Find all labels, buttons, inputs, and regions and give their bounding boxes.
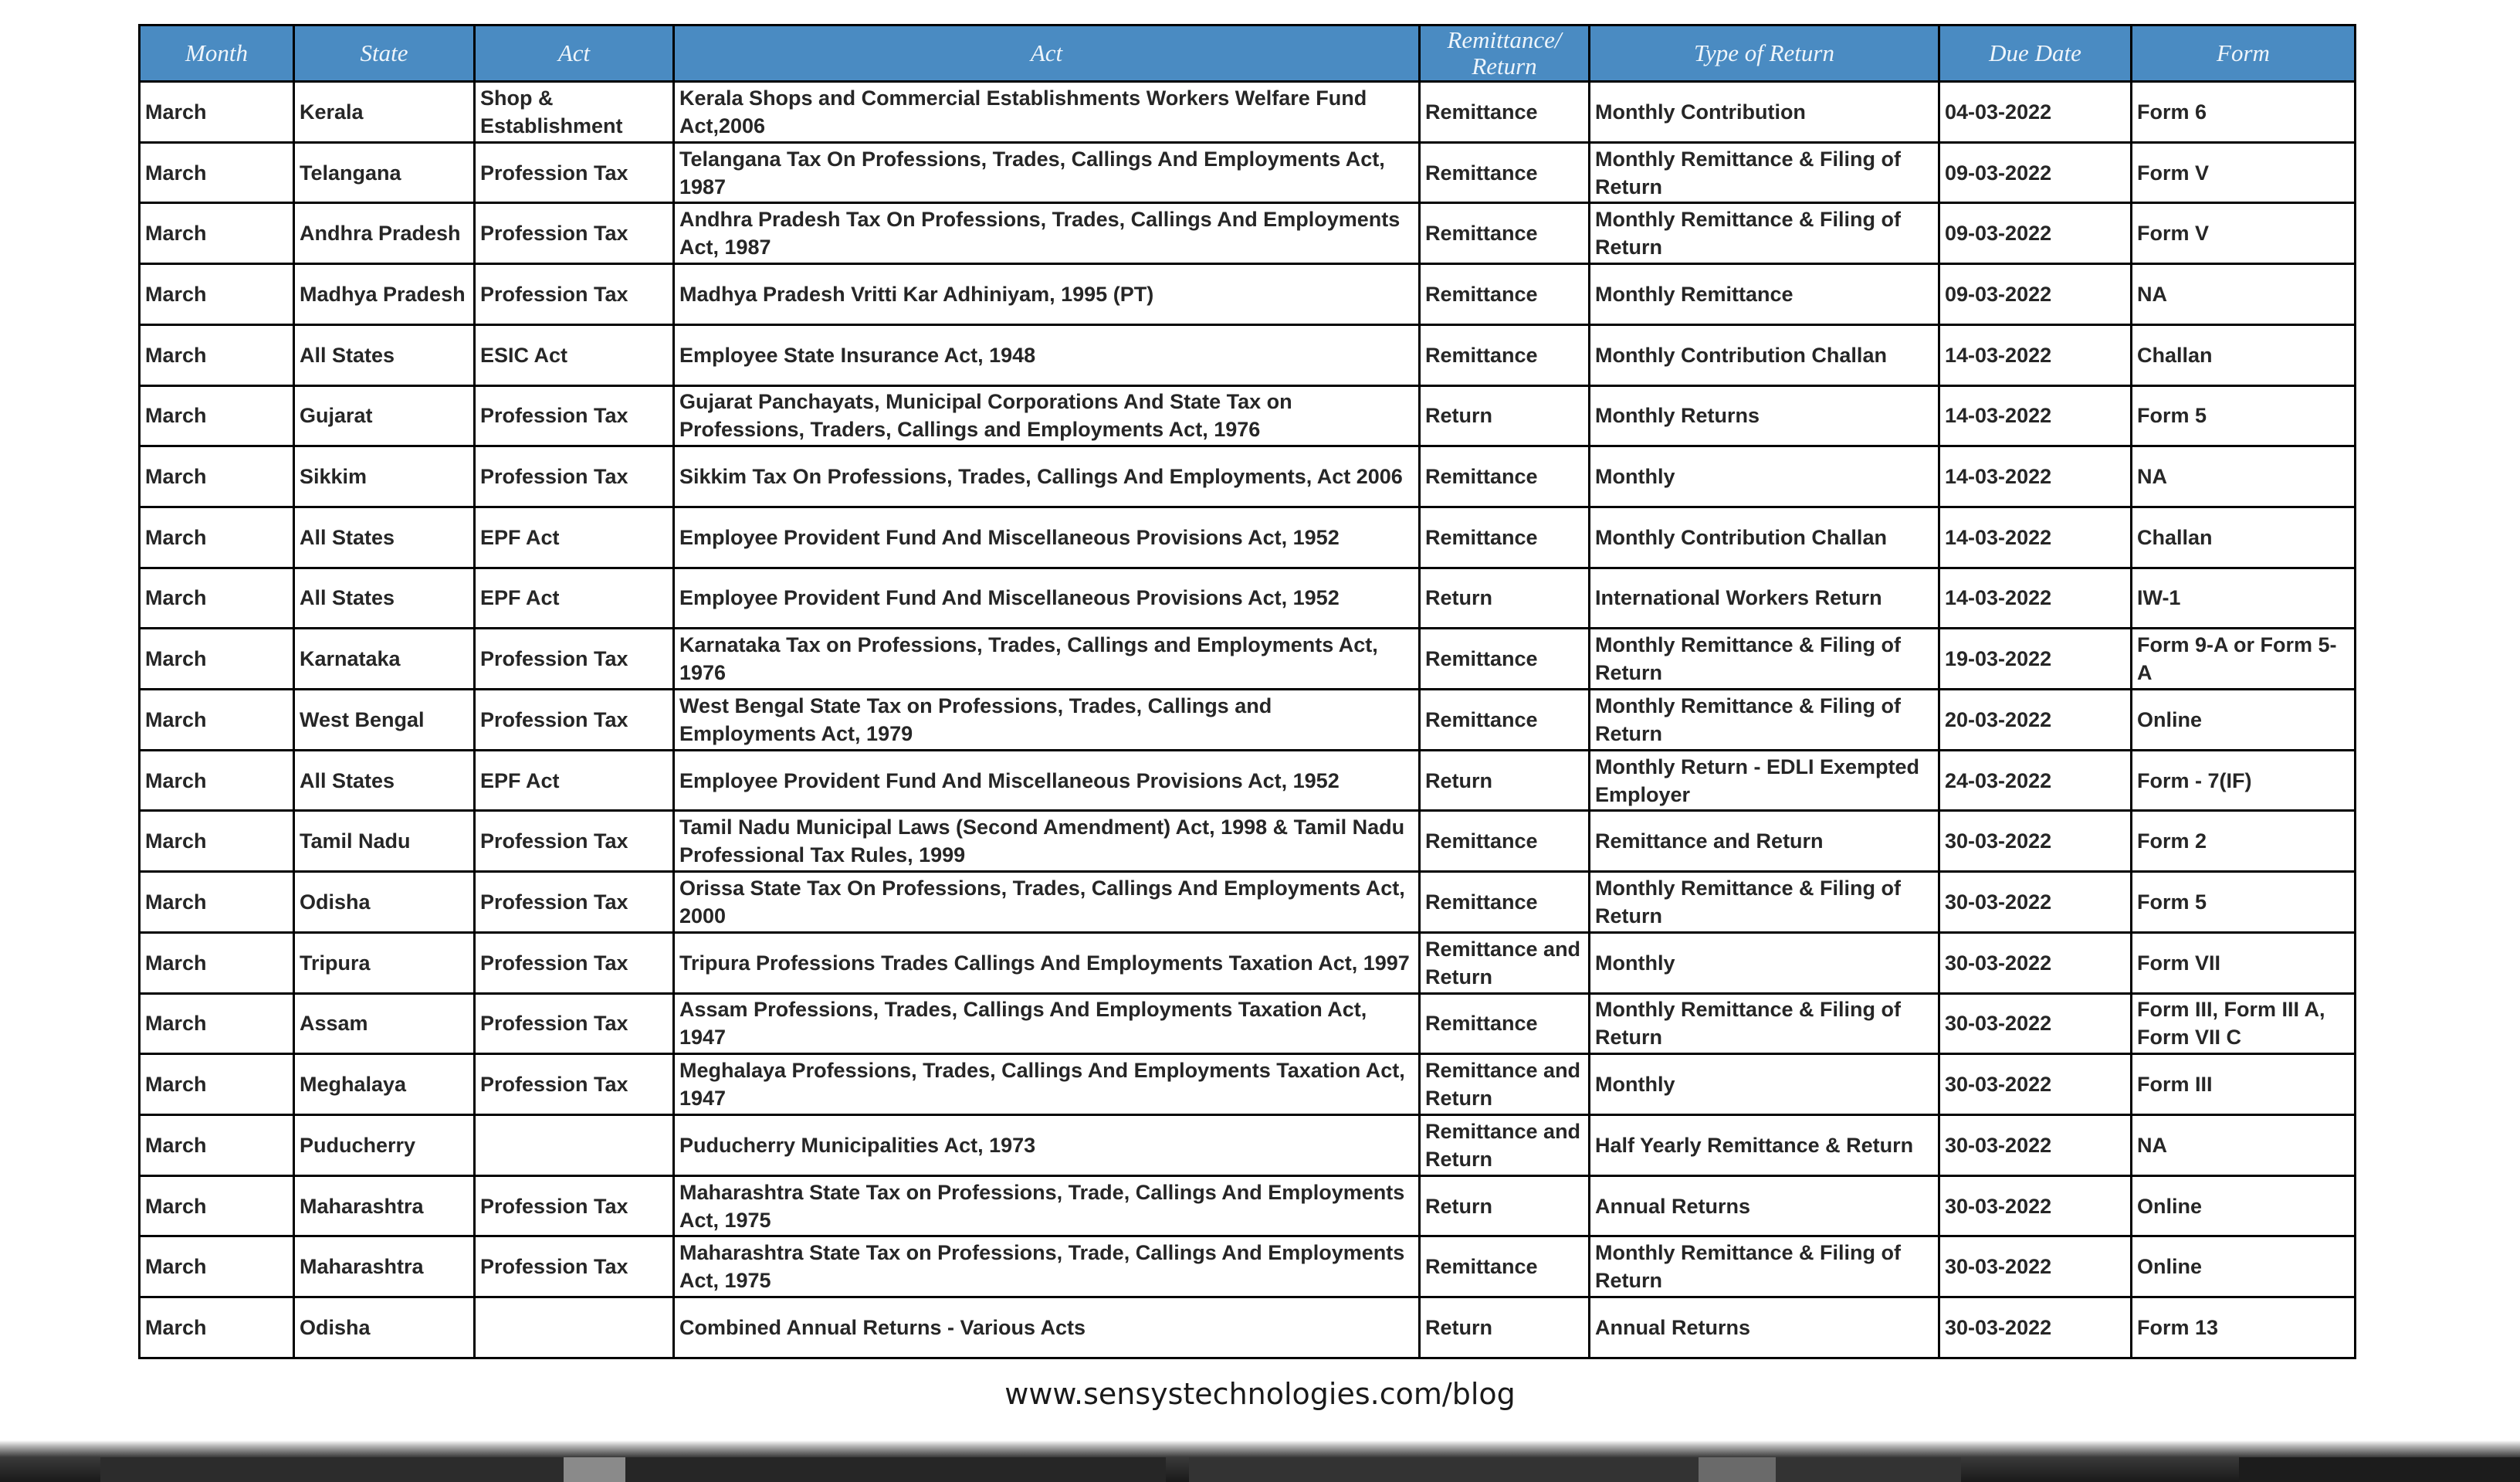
- cell-act-full: Tripura Professions Trades Callings And Employments Taxation Act, 1997: [674, 932, 1420, 993]
- cell-act-full: Combined Annual Returns - Various Acts: [674, 1297, 1420, 1358]
- header-act-short: Act: [475, 25, 674, 82]
- cell-due-date: 14-03-2022: [1939, 324, 2132, 385]
- cell-form: Form III: [2132, 1054, 2356, 1115]
- table-row: [140, 750, 2356, 811]
- cell-state: Tamil Nadu: [294, 811, 475, 872]
- cell-month: March: [140, 993, 294, 1054]
- cell-remittance-return: Remittance: [1420, 203, 1590, 264]
- cell-type-of-return: Monthly Remittance & Filing of Return: [1590, 1236, 1939, 1297]
- cell-month: March: [140, 507, 294, 568]
- cell-form: Form 5: [2132, 385, 2356, 446]
- cell-due-date: 30-03-2022: [1939, 1114, 2132, 1175]
- cell-state: All States: [294, 324, 475, 385]
- cell-month: March: [140, 1236, 294, 1297]
- cell-type-of-return: Monthly Remittance: [1590, 264, 1939, 325]
- cell-act-short: Profession Tax: [475, 932, 674, 993]
- cell-act-full: Puducherry Municipalities Act, 1973: [674, 1114, 1420, 1175]
- cell-state: Madhya Pradesh: [294, 264, 475, 325]
- cell-state: Assam: [294, 993, 475, 1054]
- cell-act-full: Telangana Tax On Professions, Trades, Callings And Employments Act, 1987: [674, 142, 1420, 203]
- cell-month: March: [140, 750, 294, 811]
- cell-remittance-return: Remittance: [1420, 446, 1590, 507]
- cell-due-date: 30-03-2022: [1939, 1236, 2132, 1297]
- cell-act-full: Gujarat Panchayats, Municipal Corporations And State Tax on Professions, Traders, Callings and Employments Act, 1976: [674, 385, 1420, 446]
- cell-act-full: Maharashtra State Tax on Professions, Trade, Callings And Employments Act, 1975: [674, 1236, 1420, 1297]
- header-month: Month: [140, 25, 294, 82]
- cell-month: March: [140, 1114, 294, 1175]
- table-row: [140, 446, 2356, 507]
- cell-act-short: ESIC Act: [475, 324, 674, 385]
- cell-act-full: Sikkim Tax On Professions, Trades, Callings And Employments, Act 2006: [674, 446, 1420, 507]
- cell-remittance-return: Return: [1420, 568, 1590, 629]
- cell-month: March: [140, 811, 294, 872]
- table-row: [140, 142, 2356, 203]
- cell-state: Tripura: [294, 932, 475, 993]
- table-row: [140, 264, 2356, 325]
- header-due-date: Due Date: [1939, 25, 2132, 82]
- cell-state: Karnataka: [294, 629, 475, 690]
- cell-act-short: Profession Tax: [475, 629, 674, 690]
- compliance-calendar-table: [138, 24, 2356, 1359]
- cell-remittance-return: Return: [1420, 1175, 1590, 1236]
- cell-act-short: EPF Act: [475, 507, 674, 568]
- cell-due-date: 30-03-2022: [1939, 932, 2132, 993]
- cell-remittance-return: Remittance: [1420, 507, 1590, 568]
- cell-due-date: 14-03-2022: [1939, 507, 2132, 568]
- cell-state: Kerala: [294, 82, 475, 143]
- header-type-of-return: Type of Return: [1590, 25, 1939, 82]
- cell-state: Odisha: [294, 1297, 475, 1358]
- cell-due-date: 19-03-2022: [1939, 629, 2132, 690]
- cell-act-full: West Bengal State Tax on Professions, Trades, Callings and Employments Act, 1979: [674, 690, 1420, 751]
- cell-form: Form VII: [2132, 932, 2356, 993]
- cell-month: March: [140, 142, 294, 203]
- cell-month: March: [140, 629, 294, 690]
- cell-due-date: 04-03-2022: [1939, 82, 2132, 143]
- table-row: [140, 690, 2356, 751]
- cell-remittance-return: Remittance: [1420, 264, 1590, 325]
- cell-remittance-return: Return: [1420, 385, 1590, 446]
- cell-act-full: Employee State Insurance Act, 1948: [674, 324, 1420, 385]
- cell-due-date: 30-03-2022: [1939, 872, 2132, 933]
- cell-type-of-return: Monthly Remittance & Filing of Return: [1590, 993, 1939, 1054]
- cell-state: All States: [294, 750, 475, 811]
- cell-act-short: Profession Tax: [475, 385, 674, 446]
- cell-type-of-return: Monthly Remittance & Filing of Return: [1590, 629, 1939, 690]
- cell-month: March: [140, 1054, 294, 1115]
- cell-type-of-return: Monthly Remittance & Filing of Return: [1590, 203, 1939, 264]
- cell-remittance-return: Remittance: [1420, 690, 1590, 751]
- cell-type-of-return: Monthly Remittance & Filing of Return: [1590, 872, 1939, 933]
- cell-form: Challan: [2132, 324, 2356, 385]
- cell-type-of-return: Monthly Returns: [1590, 385, 1939, 446]
- table-row: [140, 932, 2356, 993]
- cell-remittance-return: Remittance: [1420, 324, 1590, 385]
- cell-form: Form III, Form III A, Form VII C: [2132, 993, 2356, 1054]
- cell-due-date: 14-03-2022: [1939, 446, 2132, 507]
- cell-act-short: Profession Tax: [475, 1054, 674, 1115]
- bottom-photo-strip: [0, 1440, 2520, 1482]
- cell-act-full: Employee Provident Fund And Miscellaneous Provisions Act, 1952: [674, 507, 1420, 568]
- cell-type-of-return: Half Yearly Remittance & Return: [1590, 1114, 1939, 1175]
- cell-state: Sikkim: [294, 446, 475, 507]
- table-row: [140, 811, 2356, 872]
- header-form: Form: [2132, 25, 2356, 82]
- cell-act-short: Profession Tax: [475, 1236, 674, 1297]
- cell-act-full: Employee Provident Fund And Miscellaneous Provisions Act, 1952: [674, 568, 1420, 629]
- cell-form: Form 13: [2132, 1297, 2356, 1358]
- table-body: [140, 82, 2356, 1358]
- cell-due-date: 09-03-2022: [1939, 203, 2132, 264]
- cell-act-full: Karnataka Tax on Professions, Trades, Callings and Employments Act, 1976: [674, 629, 1420, 690]
- cell-month: March: [140, 264, 294, 325]
- cell-state: Andhra Pradesh: [294, 203, 475, 264]
- cell-due-date: 24-03-2022: [1939, 750, 2132, 811]
- cell-remittance-return: Remittance: [1420, 1236, 1590, 1297]
- table-row: [140, 872, 2356, 933]
- cell-remittance-return: Remittance and Return: [1420, 1114, 1590, 1175]
- table-row: [140, 203, 2356, 264]
- cell-form: Form 5: [2132, 872, 2356, 933]
- cell-act-short: Profession Tax: [475, 872, 674, 933]
- cell-due-date: 14-03-2022: [1939, 385, 2132, 446]
- table-row: [140, 1297, 2356, 1358]
- cell-form: Online: [2132, 690, 2356, 751]
- cell-type-of-return: Monthly: [1590, 932, 1939, 993]
- cell-month: March: [140, 690, 294, 751]
- cell-act-short: Profession Tax: [475, 142, 674, 203]
- cell-month: March: [140, 446, 294, 507]
- cell-due-date: 30-03-2022: [1939, 993, 2132, 1054]
- cell-act-short: Profession Tax: [475, 203, 674, 264]
- cell-form: Form 9-A or Form 5-A: [2132, 629, 2356, 690]
- cell-act-short: Profession Tax: [475, 1175, 674, 1236]
- cell-form: Form 6: [2132, 82, 2356, 143]
- table-row: [140, 82, 2356, 143]
- cell-remittance-return: Remittance: [1420, 142, 1590, 203]
- cell-state: Puducherry: [294, 1114, 475, 1175]
- cell-type-of-return: Monthly Contribution Challan: [1590, 324, 1939, 385]
- cell-due-date: 20-03-2022: [1939, 690, 2132, 751]
- table-row: [140, 385, 2356, 446]
- cell-type-of-return: Monthly Contribution Challan: [1590, 507, 1939, 568]
- cell-month: March: [140, 203, 294, 264]
- cell-type-of-return: International Workers Return: [1590, 568, 1939, 629]
- cell-act-short: EPF Act: [475, 750, 674, 811]
- cell-due-date: 09-03-2022: [1939, 142, 2132, 203]
- cell-state: Telangana: [294, 142, 475, 203]
- table-row: [140, 1054, 2356, 1115]
- cell-state: West Bengal: [294, 690, 475, 751]
- cell-due-date: 30-03-2022: [1939, 1297, 2132, 1358]
- cell-remittance-return: Return: [1420, 1297, 1590, 1358]
- cell-state: Gujarat: [294, 385, 475, 446]
- cell-act-full: Meghalaya Professions, Trades, Callings And Employments Taxation Act, 1947: [674, 1054, 1420, 1115]
- cell-type-of-return: Monthly Remittance & Filing of Return: [1590, 142, 1939, 203]
- cell-due-date: 30-03-2022: [1939, 1054, 2132, 1115]
- cell-act-short: Profession Tax: [475, 811, 674, 872]
- table-row: [140, 1236, 2356, 1297]
- table-row: [140, 993, 2356, 1054]
- header-act-full: Act: [674, 25, 1420, 82]
- cell-state: Maharashtra: [294, 1175, 475, 1236]
- cell-due-date: 14-03-2022: [1939, 568, 2132, 629]
- cell-remittance-return: Remittance: [1420, 872, 1590, 933]
- cell-state: All States: [294, 507, 475, 568]
- cell-type-of-return: Monthly Return - EDLI Exempted Employer: [1590, 750, 1939, 811]
- cell-month: March: [140, 1297, 294, 1358]
- cell-remittance-return: Return: [1420, 750, 1590, 811]
- table-row: [140, 629, 2356, 690]
- header-row: [140, 25, 2356, 82]
- cell-state: Odisha: [294, 872, 475, 933]
- cell-act-full: Tamil Nadu Municipal Laws (Second Amendment) Act, 1998 & Tamil Nadu Professional Tax Rules, 1999: [674, 811, 1420, 872]
- cell-remittance-return: Remittance: [1420, 82, 1590, 143]
- cell-state: All States: [294, 568, 475, 629]
- cell-act-full: Kerala Shops and Commercial Establishments Workers Welfare Fund Act,2006: [674, 82, 1420, 143]
- cell-act-short: Profession Tax: [475, 264, 674, 325]
- cell-form: Form V: [2132, 142, 2356, 203]
- table-row: [140, 324, 2356, 385]
- cell-due-date: 09-03-2022: [1939, 264, 2132, 325]
- cell-type-of-return: Remittance and Return: [1590, 811, 1939, 872]
- cell-act-full: Orissa State Tax On Professions, Trades, Callings And Employments Act, 2000: [674, 872, 1420, 933]
- cell-act-full: Assam Professions, Trades, Callings And Employments Taxation Act, 1947: [674, 993, 1420, 1054]
- cell-form: Online: [2132, 1236, 2356, 1297]
- cell-type-of-return: Monthly: [1590, 1054, 1939, 1115]
- cell-form: Form - 7(IF): [2132, 750, 2356, 811]
- cell-month: March: [140, 1175, 294, 1236]
- table-row: [140, 1114, 2356, 1175]
- cell-remittance-return: Remittance and Return: [1420, 932, 1590, 993]
- cell-act-short: Profession Tax: [475, 993, 674, 1054]
- cell-form: IW-1: [2132, 568, 2356, 629]
- table-row: [140, 568, 2356, 629]
- cell-due-date: 30-03-2022: [1939, 811, 2132, 872]
- cell-act-short: [475, 1114, 674, 1175]
- cell-act-short: Shop & Establishment: [475, 82, 674, 143]
- cell-remittance-return: Remittance: [1420, 993, 1590, 1054]
- cell-month: March: [140, 385, 294, 446]
- cell-remittance-return: Remittance and Return: [1420, 1054, 1590, 1115]
- cell-type-of-return: Monthly Remittance & Filing of Return: [1590, 690, 1939, 751]
- cell-type-of-return: Annual Returns: [1590, 1297, 1939, 1358]
- cell-act-full: Employee Provident Fund And Miscellaneous Provisions Act, 1952: [674, 750, 1420, 811]
- cell-month: March: [140, 568, 294, 629]
- cell-month: March: [140, 324, 294, 385]
- cell-form: Form V: [2132, 203, 2356, 264]
- cell-act-full: Andhra Pradesh Tax On Professions, Trades, Callings And Employments Act, 1987: [674, 203, 1420, 264]
- cell-month: March: [140, 82, 294, 143]
- cell-month: March: [140, 872, 294, 933]
- cell-remittance-return: Remittance: [1420, 811, 1590, 872]
- cell-act-full: Madhya Pradesh Vritti Kar Adhiniyam, 1995 (PT): [674, 264, 1420, 325]
- cell-act-short: EPF Act: [475, 568, 674, 629]
- cell-form: Form 2: [2132, 811, 2356, 872]
- cell-month: March: [140, 932, 294, 993]
- cell-act-full: Maharashtra State Tax on Professions, Trade, Callings And Employments Act, 1975: [674, 1175, 1420, 1236]
- table-row: [140, 507, 2356, 568]
- header-remittance-return: Remittance/ Return: [1420, 25, 1590, 82]
- cell-form: Online: [2132, 1175, 2356, 1236]
- cell-form: Challan: [2132, 507, 2356, 568]
- header-state: State: [294, 25, 475, 82]
- cell-form: NA: [2132, 446, 2356, 507]
- cell-type-of-return: Monthly: [1590, 446, 1939, 507]
- cell-act-short: Profession Tax: [475, 446, 674, 507]
- cell-type-of-return: Monthly Contribution: [1590, 82, 1939, 143]
- cell-act-short: Profession Tax: [475, 690, 674, 751]
- cell-state: Meghalaya: [294, 1054, 475, 1115]
- table-row: [140, 1175, 2356, 1236]
- cell-form: NA: [2132, 264, 2356, 325]
- cell-type-of-return: Annual Returns: [1590, 1175, 1939, 1236]
- cell-remittance-return: Remittance: [1420, 629, 1590, 690]
- cell-state: Maharashtra: [294, 1236, 475, 1297]
- cell-due-date: 30-03-2022: [1939, 1175, 2132, 1236]
- footer-url: www.sensystechnologies.com/blog: [1004, 1377, 1516, 1411]
- cell-form: NA: [2132, 1114, 2356, 1175]
- cell-act-short: [475, 1297, 674, 1358]
